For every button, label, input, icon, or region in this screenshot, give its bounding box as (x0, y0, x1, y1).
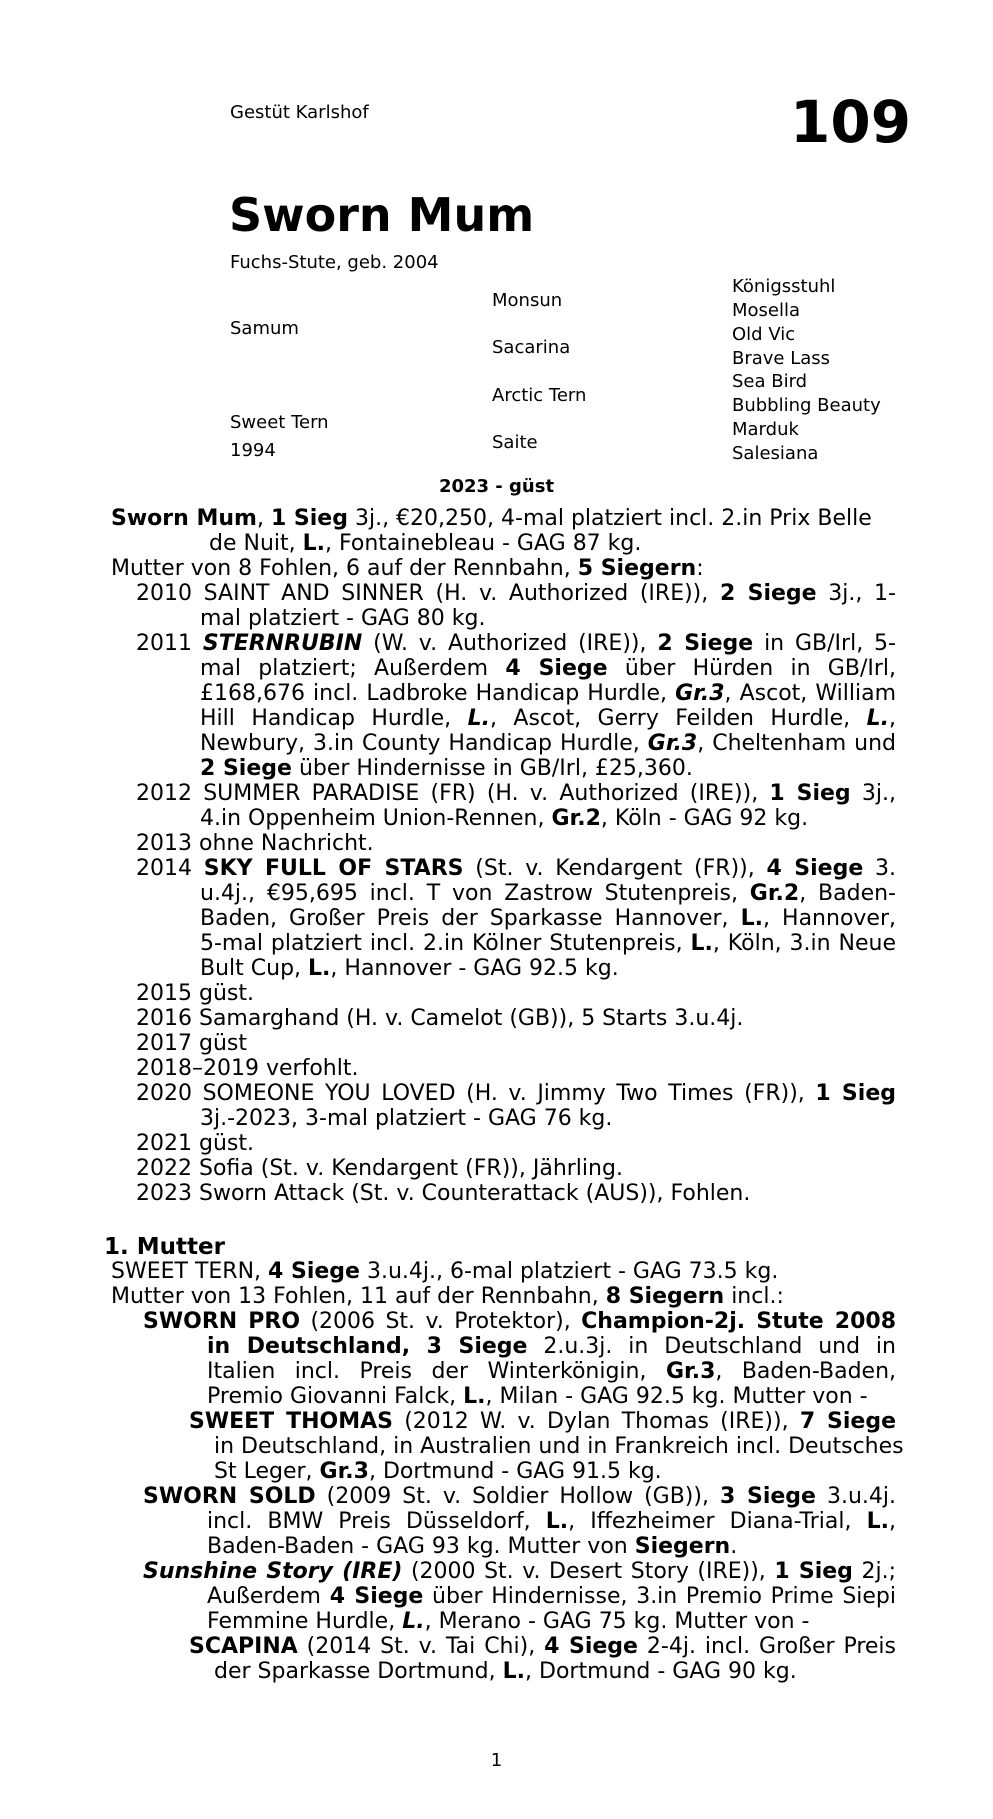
pedigree-ancestor: Salesiana (732, 443, 819, 464)
pedigree-sire: Samum (230, 318, 299, 339)
foal-entry: 2018–2019 verfohlt. (136, 1056, 359, 1081)
pedigree-sire-dam: Sacarina (492, 337, 571, 358)
foal-entry: 2013 ohne Nachricht. (136, 831, 374, 856)
foal-entry: 2011 STERNRUBIN (W. v. Authorized (IRE)), 2 Siege in GB/Irl, 5- (136, 631, 896, 656)
pedigree-dam-dam: Saite (492, 432, 538, 453)
foal-entry: 2022 Sofia (St. v. Kendargent (FR)), Jährling. (136, 1156, 623, 1181)
foal-entry-cont: Bult Cup, L., Hannover - GAG 92.5 kg. (200, 956, 619, 981)
mutter-line: SWEET TERN, 4 Siege 3.u.4j., 6-mal platziert - GAG 73.5 kg. (111, 1259, 779, 1284)
foal-entry: 2021 güst. (136, 1131, 254, 1156)
foal-entry-cont: Newbury, 3.in County Handicap Hurdle, Gr.3, Cheltenham und (200, 731, 896, 756)
foal-entry: 2010 SAINT AND SINNER (H. v. Authorized (IRE)), 2 Siege 3j., 1- (136, 581, 896, 606)
foal-entry-cont: u.4j., €95,695 incl. T von Zastrow Stutenpreis, Gr.2, Baden- (200, 881, 896, 906)
offspring-entry-cont: Italien incl. Preis der Winterkönigin, Gr.3, Baden-Baden, (207, 1359, 897, 1384)
pedigree-ancestor: Bubbling Beauty (732, 395, 881, 416)
foal-entry-cont: mal platziert - GAG 80 kg. (200, 606, 486, 631)
offspring-entry-cont: in Deutschland, in Australien und in Frankreich incl. Deutsches (214, 1434, 904, 1459)
pedigree-ancestor: Königsstuhl (732, 276, 836, 297)
pedigree-ancestor: Old Vic (732, 324, 796, 345)
foal-entry-cont: 2 Siege über Hindernisse in GB/Irl, £25,360. (200, 756, 693, 781)
offspring-entry-cont: incl. BMW Preis Düsseldorf, L., Iffezheimer Diana-Trial, L., (207, 1509, 896, 1534)
pedigree-ancestor: Mosella (732, 300, 801, 321)
foal-entry-cont: 3j.-2023, 3-mal platziert - GAG 76 kg. (200, 1106, 613, 1131)
offspring-entry: SCAPINA (2014 St. v. Tai Chi), 4 Siege 2-4j. incl. Großer Preis (189, 1634, 896, 1659)
pedigree-ancestor: Marduk (732, 419, 799, 440)
section-heading: 1. Mutter (104, 1234, 225, 1260)
pedigree-ancestor: Brave Lass (732, 348, 831, 369)
offspring-entry-cont: Außerdem 4 Siege über Hindernisse, 3.in Premio Prime Siepi (207, 1584, 897, 1609)
horse-description: Fuchs-Stute, geb. 2004 (230, 252, 439, 273)
offspring-entry: SWEET THOMAS (2012 W. v. Dylan Thomas (IRE)), 7 Siege (189, 1409, 897, 1434)
offspring-entry: Sunshine Story (IRE) (2000 St. v. Desert Story (IRE)), 1 Sieg 2j.; (143, 1559, 896, 1584)
footer-page-number: 1 (490, 1750, 503, 1771)
offspring-entry-cont: der Sparkasse Dortmund, L., Dortmund - GAG 90 kg. (214, 1659, 797, 1684)
offspring-entry-cont: Femmine Hurdle, L., Merano - GAG 75 kg. Mutter von - (207, 1609, 810, 1634)
foal-entry-cont: Hill Handicap Hurdle, L., Ascot, Gerry Feilden Hurdle, L., (200, 706, 896, 731)
foal-entry-cont: 5-mal platziert incl. 2.in Kölner Stutenpreis, L., Köln, 3.in Neue (200, 931, 896, 956)
record-line: de Nuit, L., Fontainebleau - GAG 87 kg. (209, 531, 642, 556)
foal-entry: 2016 Samarghand (H. v. Camelot (GB)), 5 Starts 3.u.4j. (136, 1006, 744, 1031)
foal-entry: 2023 Sworn Attack (St. v. Counterattack (AUS)), Fohlen. (136, 1181, 751, 1206)
foal-entry-cont: 4.in Oppenheim Union-Rennen, Gr.2, Köln - GAG 92 kg. (200, 806, 809, 831)
foal-entry-cont: £168,676 incl. Ladbroke Handicap Hurdle, Gr.3, Ascot, William (200, 681, 896, 706)
foal-entry: 2014 SKY FULL OF STARS (St. v. Kendargent (FR)), 4 Siege 3. (136, 856, 897, 881)
offspring-entry: SWORN PRO (2006 St. v. Protektor), Champion-2j. Stute 2008 (143, 1309, 896, 1334)
breeding-status: 2023 - güst (438, 476, 555, 497)
foal-entry: 2020 SOMEONE YOU LOVED (H. v. Jimmy Two Times (FR)), 1 Sieg (136, 1081, 896, 1106)
foal-entry-cont: Baden, Großer Preis der Sparkasse Hannover, L., Hannover, (200, 906, 897, 931)
offspring-entry: SWORN SOLD (2009 St. v. Soldier Hollow (GB)), 3 Siege 3.u.4j. (143, 1484, 896, 1509)
pedigree-dam-year: 1994 (230, 440, 276, 461)
offspring-entry-cont: in Deutschland, 3 Siege 2.u.3j. in Deutschland und in (207, 1334, 896, 1359)
studfarm-name: Gestüt Karlshof (230, 102, 369, 123)
pedigree-dam: Sweet Tern (230, 412, 329, 433)
record-line: Mutter von 8 Fohlen, 6 auf der Rennbahn, 5 Siegern: (111, 556, 704, 581)
pedigree-ancestor: Sea Bird (732, 371, 808, 392)
offspring-entry-cont: St Leger, Gr.3, Dortmund - GAG 91.5 kg. (214, 1459, 662, 1484)
mutter-line: Mutter von 13 Fohlen, 11 auf der Rennbahn, 8 Siegern incl.: (111, 1284, 784, 1309)
pedigree-dam-sire: Arctic Tern (492, 385, 587, 406)
record-line: Sworn Mum, 1 Sieg 3j., €20,250, 4-mal platziert incl. 2.in Prix Belle (111, 506, 872, 531)
offspring-entry-cont: Baden-Baden - GAG 93 kg. Mutter von Siegern. (207, 1534, 738, 1559)
pedigree-sire-sire: Monsun (492, 290, 563, 311)
foal-entry: 2012 SUMMER PARADISE (FR) (H. v. Authorized (IRE)), 1 Sieg 3j., (136, 781, 896, 806)
foal-entry: 2017 güst (136, 1031, 247, 1056)
horse-name: Sworn Mum (229, 188, 535, 242)
page-number: 109 (790, 88, 912, 156)
foal-entry-cont: mal platziert; Außerdem 4 Siege über Hürden in GB/Irl, (200, 656, 896, 681)
foal-entry: 2015 güst. (136, 981, 254, 1006)
offspring-entry-cont: Premio Giovanni Falck, L., Milan - GAG 92.5 kg. Mutter von - (207, 1384, 868, 1409)
